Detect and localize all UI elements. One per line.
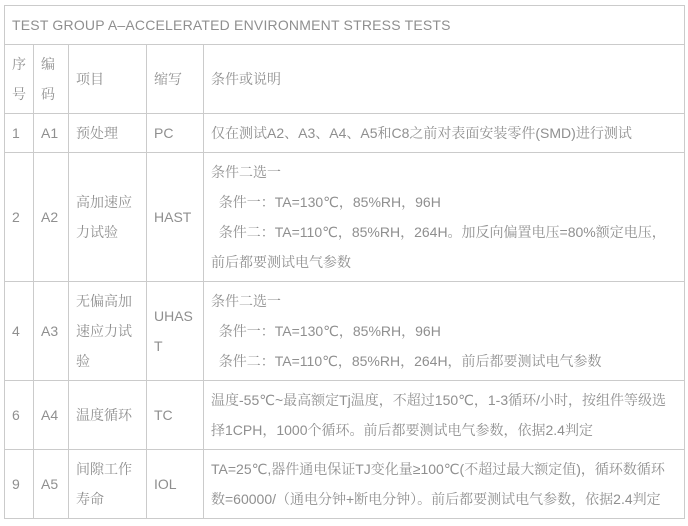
condition-line: 条件二选一 bbox=[211, 293, 281, 309]
cell-item: 温度循环 bbox=[69, 381, 147, 450]
condition-line: 条件一：TA=130℃，85%RH，96H bbox=[211, 194, 441, 210]
table-title: TEST GROUP A–ACCELERATED ENVIRONMENT STRESS TESTS bbox=[5, 6, 685, 45]
cell-item: 无偏高加速应力试验 bbox=[69, 282, 147, 381]
cell-code: A3 bbox=[34, 282, 69, 381]
col-header-code: 编码 bbox=[34, 45, 69, 114]
cell-condition bbox=[204, 282, 685, 381]
cell-condition bbox=[204, 114, 685, 153]
cell-code: A5 bbox=[34, 450, 69, 519]
col-header-condition: 条件或说明 bbox=[204, 45, 685, 114]
cell-abbr: PC bbox=[147, 114, 204, 153]
cell-item: 预处理 bbox=[69, 114, 147, 153]
table-row bbox=[5, 153, 685, 282]
condition-line: 条件二选一 bbox=[211, 164, 281, 180]
col-header-item: 项目 bbox=[69, 45, 147, 114]
cell-condition bbox=[204, 450, 685, 519]
cell-no: 9 bbox=[5, 450, 34, 519]
condition-line: 条件二：TA=110℃，85%RH，264H。加反向偏置电压=80%额定电压，前后都要测试电气参数 bbox=[211, 224, 666, 270]
cell-abbr: UHAST bbox=[147, 282, 204, 381]
title-row bbox=[5, 6, 685, 45]
header-row bbox=[5, 45, 685, 114]
condition-line: 条件二：TA=110℃，85%RH，264H，前后都要测试电气参数 bbox=[211, 353, 602, 369]
table-row bbox=[5, 114, 685, 153]
stress-tests-table bbox=[4, 5, 685, 519]
cell-no: 1 bbox=[5, 114, 34, 153]
condition-line: TA=25℃,器件通电保证TJ变化量≥100℃(不超过最大额定值)，循环数循环数=60000/（通电分钟+断电分钟）。前后都要测试电气参数，依据2.4判定 bbox=[211, 461, 665, 507]
cell-item: 间隙工作寿命 bbox=[69, 450, 147, 519]
condition-line: 温度-55℃~最高额定Tj温度，不超过150℃，1-3循环/小时，按组件等级选择1CPH，1000个循环。前后都要测试电气参数，依据2.4判定 bbox=[211, 392, 666, 438]
cell-condition bbox=[204, 153, 685, 282]
cell-code: A2 bbox=[34, 153, 69, 282]
table-row bbox=[5, 282, 685, 381]
table-row bbox=[5, 450, 685, 519]
col-header-abbr: 缩写 bbox=[147, 45, 204, 114]
cell-no: 4 bbox=[5, 282, 34, 381]
cell-condition bbox=[204, 381, 685, 450]
cell-no: 6 bbox=[5, 381, 34, 450]
cell-abbr: HAST bbox=[147, 153, 204, 282]
condition-line: 仅在测试A2、A3、A4、A5和C8之前对表面安装零件(SMD)进行测试 bbox=[211, 125, 632, 141]
col-header-no: 序号 bbox=[5, 45, 34, 114]
cell-code: A4 bbox=[34, 381, 69, 450]
cell-no: 2 bbox=[5, 153, 34, 282]
cell-abbr: TC bbox=[147, 381, 204, 450]
cell-item: 高加速应力试验 bbox=[69, 153, 147, 282]
cell-code: A1 bbox=[34, 114, 69, 153]
condition-line: 条件一：TA=130℃，85%RH，96H bbox=[211, 323, 441, 339]
cell-abbr: IOL bbox=[147, 450, 204, 519]
table-row bbox=[5, 381, 685, 450]
